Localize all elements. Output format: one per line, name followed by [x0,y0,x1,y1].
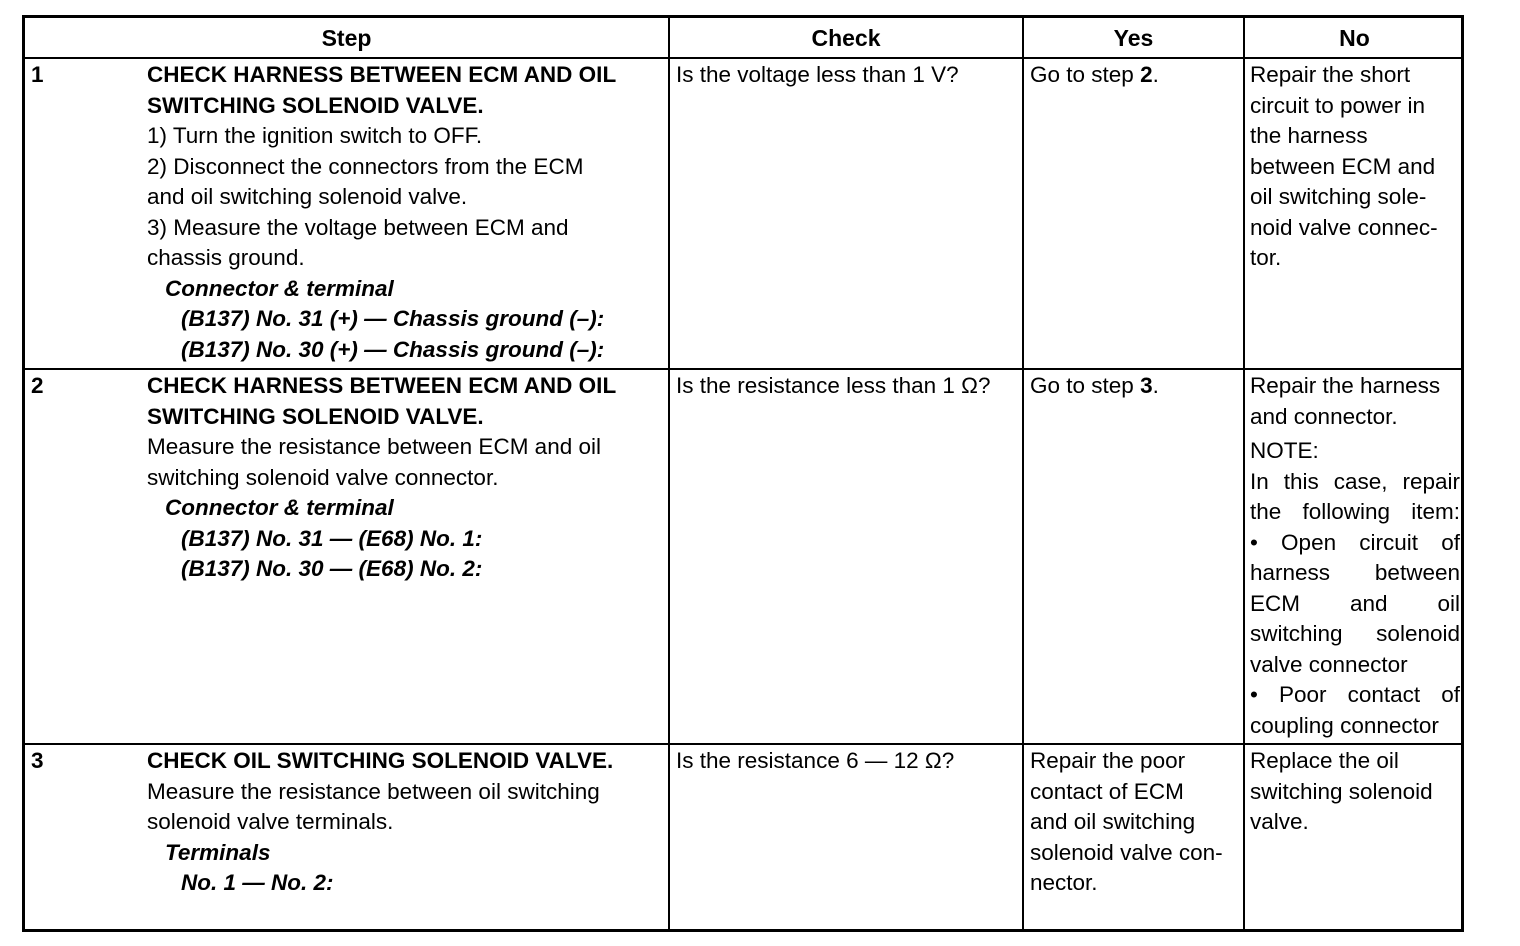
yes-line: solenoid valve con- [1030,839,1223,865]
no-line: oil switching sole- [1250,184,1427,209]
step-title: CHECK HARNESS BETWEEN ECM AND OIL [147,62,617,87]
step-text: solenoid valve terminals. [147,809,394,834]
step-text: 3) Measure the voltage between ECM and [147,214,569,240]
header-check: Check [811,25,881,51]
yes-suffix: . [1152,373,1159,398]
header-step: Step [321,25,372,51]
no-line: noid valve connec- [1250,214,1438,240]
yes-line: nector. [1030,870,1098,895]
yes-step-number: 3 [1140,373,1153,398]
check-text: Is the resistance less than 1 Ω? [676,373,991,398]
connector-label: Connector & terminal [165,495,394,520]
step-text: 1) Turn the ignition switch to OFF. [147,123,483,148]
no-line: Repair the harness [1250,373,1441,398]
step-text: Measure the resistance between ECM and oil [147,434,601,459]
note-label: NOTE: [1250,438,1319,463]
no-line: harness between [1250,560,1460,585]
column-divider [1243,18,1245,929]
no-line: valve. [1250,809,1309,834]
no-text [1250,60,1438,274]
yes-text [1030,746,1223,899]
yes-text [1030,60,1159,91]
step-text: chassis ground. [147,245,305,270]
step-text: Measure the resistance between oil switching [147,778,600,804]
check-text: Is the voltage less than 1 V? [676,62,959,87]
row-divider [25,368,1461,370]
step-instructions [147,371,616,585]
yes-step-number: 2 [1140,62,1153,87]
step-instructions [147,746,613,899]
row-divider [25,743,1461,745]
yes-text [1030,371,1159,402]
step-text: and oil switching solenoid valve. [147,184,468,209]
yes-prefix: Go to step [1030,373,1141,398]
yes-prefix: Go to step [1030,62,1141,87]
no-line: In this case, repair [1250,468,1460,494]
no-line: the following item: [1250,499,1460,524]
step-title: SWITCHING SOLENOID VALVE. [147,92,484,118]
no-line: valve connector [1250,651,1408,677]
column-divider [1022,18,1024,929]
no-text [1250,371,1460,741]
connector-spec: (B137) No. 30 (+) — Chassis ground (–): [181,336,605,362]
step-number: 2 [31,373,44,398]
step-title: SWITCHING SOLENOID VALVE. [147,403,484,429]
step-text: 2) Disconnect the connectors from the ECM [147,153,584,179]
diagnostic-table [22,15,1464,932]
no-line: switching solenoid [1250,621,1460,646]
no-line: Replace the oil [1250,748,1399,773]
step-number: 3 [31,748,44,773]
step-number: 1 [31,62,44,87]
step-title: CHECK HARNESS BETWEEN ECM AND OIL [147,373,617,398]
no-line: circuit to power in [1250,92,1426,118]
check-text: Is the resistance 6 — 12 Ω? [676,748,955,773]
step-instructions [147,60,616,365]
header-yes: Yes [1113,25,1154,51]
no-line: • Open circuit of [1250,529,1460,555]
yes-line: contact of ECM [1030,778,1184,804]
no-line: coupling connector [1250,712,1439,738]
column-divider [668,18,670,929]
connector-spec: No. 1 — No. 2: [181,870,334,895]
yes-suffix: . [1152,62,1159,87]
connector-spec: (B137) No. 31 — (E68) No. 1: [181,525,483,551]
no-line: tor. [1250,245,1282,270]
no-line: ECM and oil [1250,590,1460,616]
yes-line: and oil switching [1030,809,1196,834]
no-line: switching solenoid [1250,778,1433,804]
no-line: the harness [1250,123,1368,148]
connector-label: Terminals [165,839,271,865]
no-line: between ECM and [1250,153,1436,179]
no-line: • Poor contact of [1250,682,1460,707]
connector-label: Connector & terminal [165,275,394,301]
no-text [1250,746,1433,838]
step-text: switching solenoid valve connector. [147,464,499,490]
step-title: CHECK OIL SWITCHING SOLENOID VALVE. [147,748,614,773]
yes-line: Repair the poor [1030,748,1186,773]
no-line: and connector. [1250,403,1398,429]
connector-spec: (B137) No. 30 — (E68) No. 2: [181,556,483,581]
connector-spec: (B137) No. 31 (+) — Chassis ground (–): [181,306,605,331]
header-no: No [1339,25,1370,51]
no-line: Repair the short [1250,62,1411,87]
